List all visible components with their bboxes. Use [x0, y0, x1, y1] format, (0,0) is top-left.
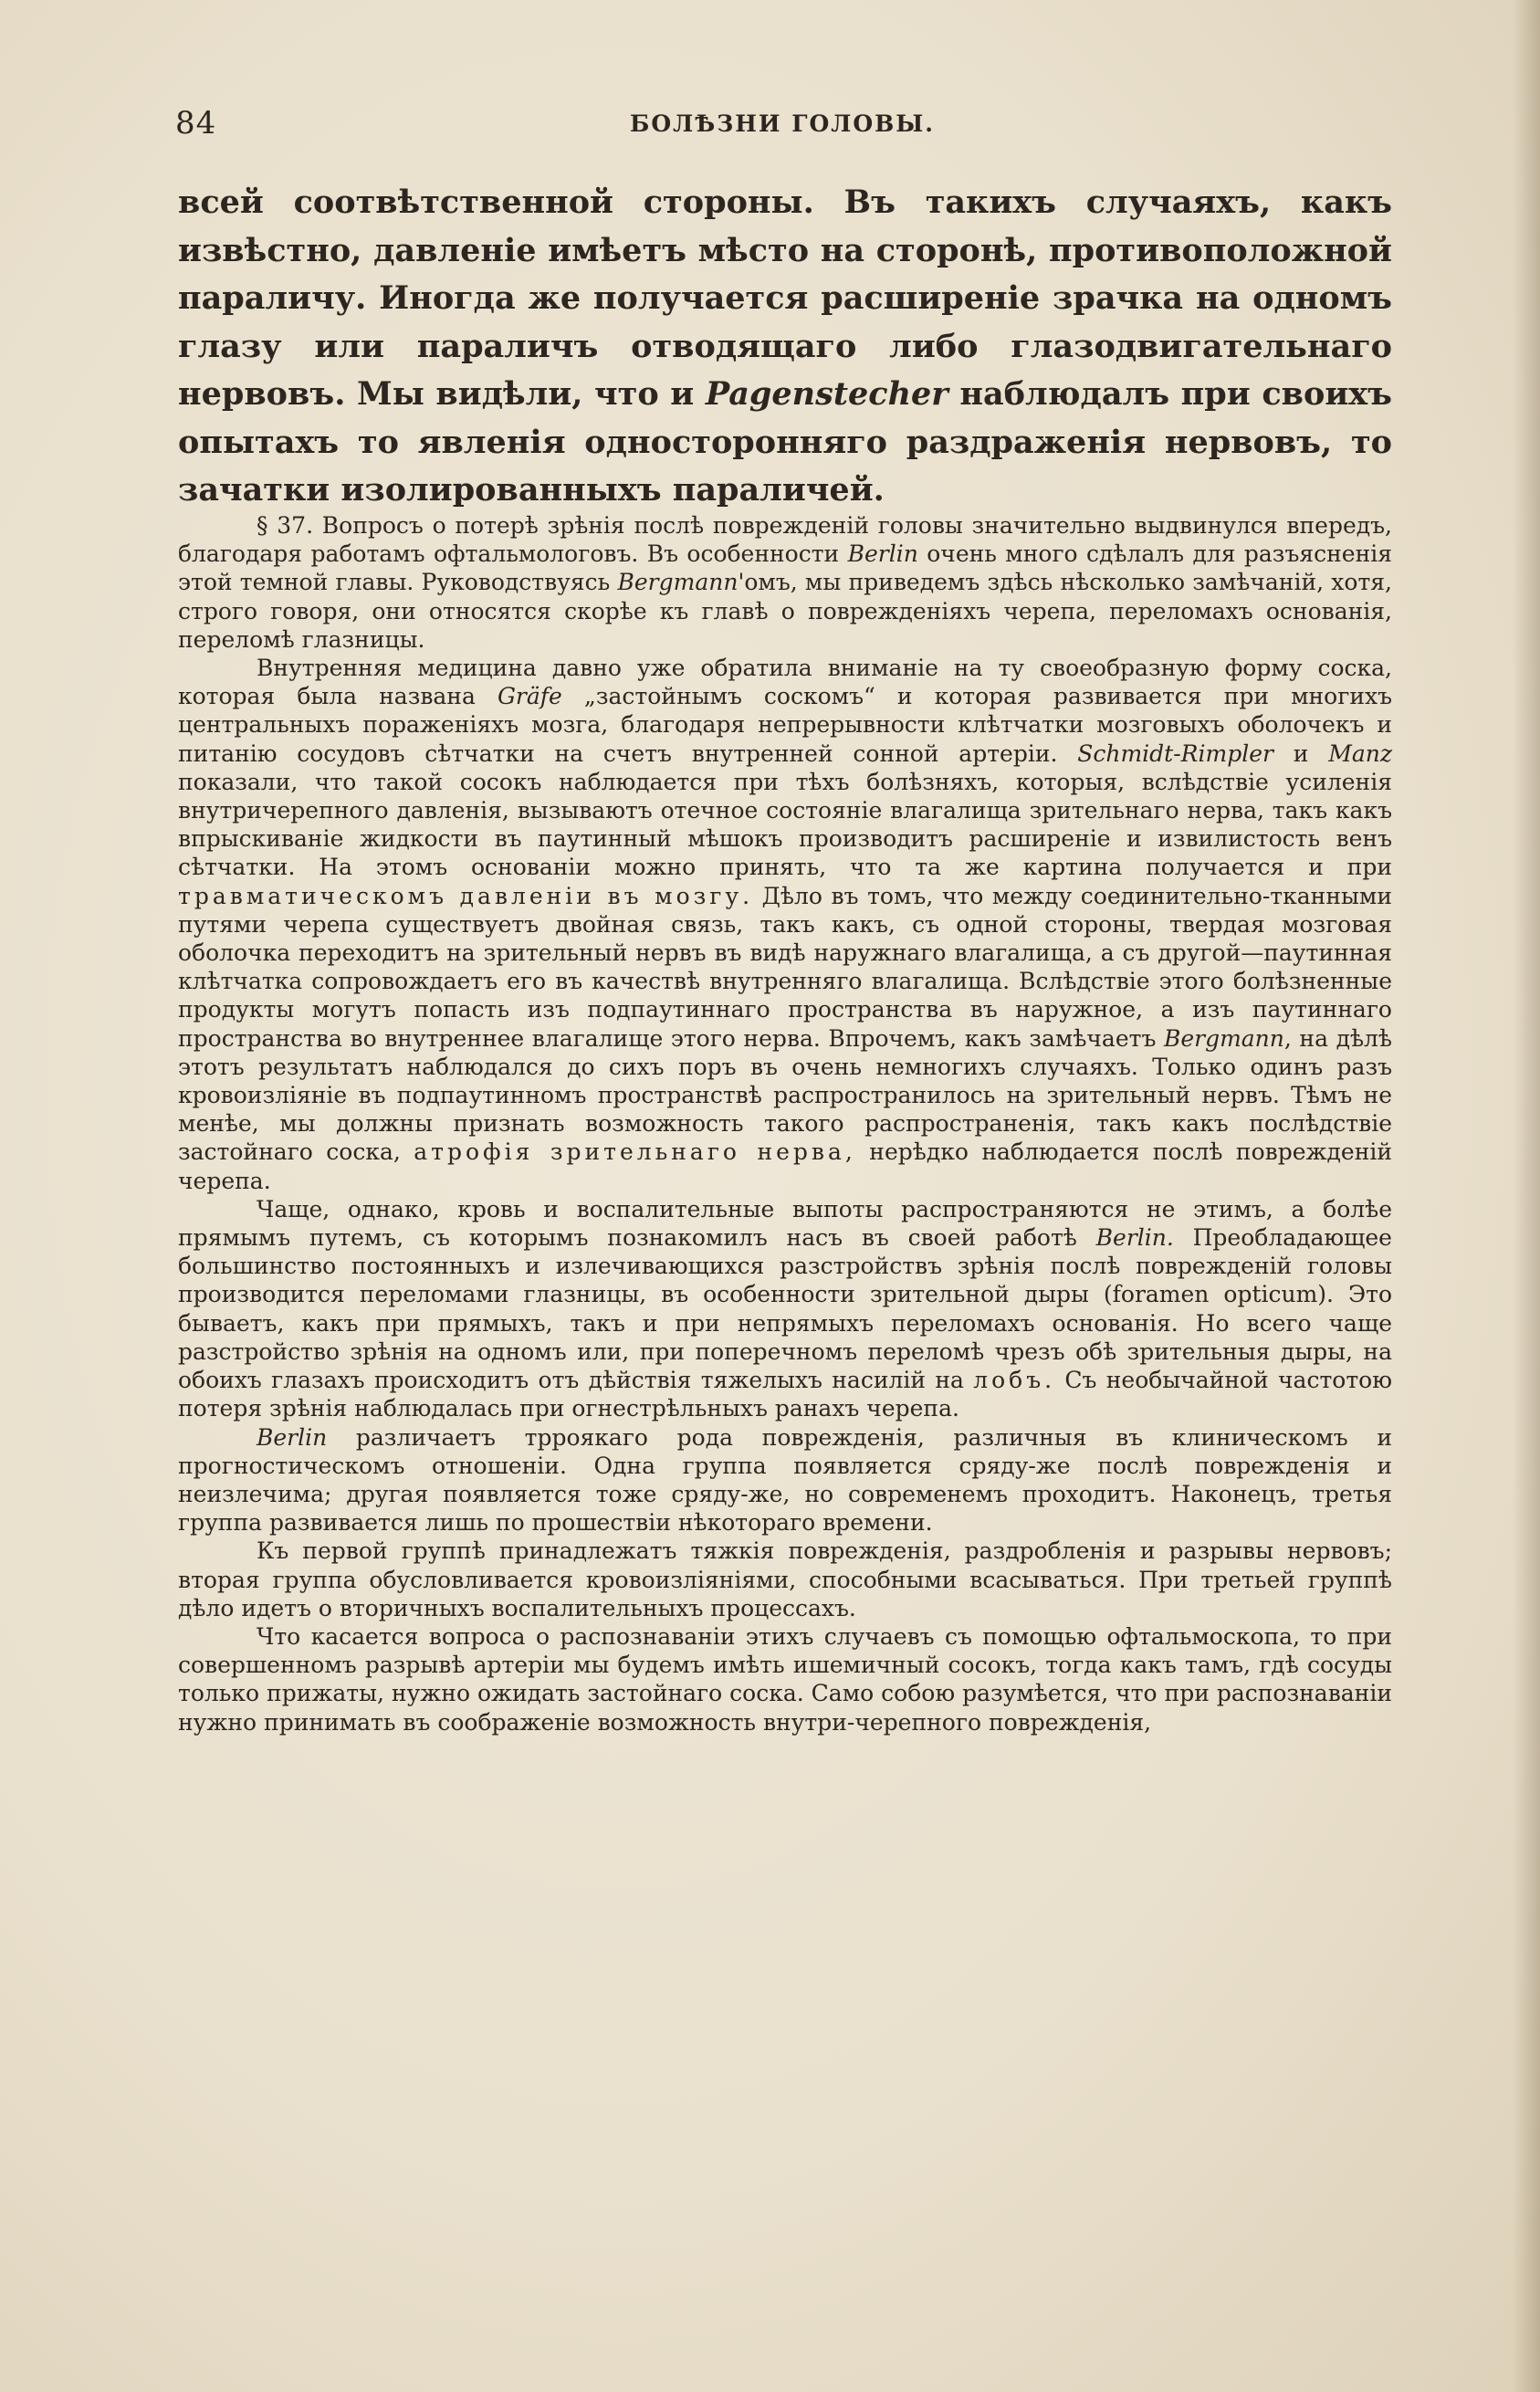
para2-text-4: показали, что такой сосокъ наблюдается при тѣхъ болѣзняхъ, которыя, вслѣдствіе усиленія внутричерепного давленія, вызываютъ отечное состояніе влагалища зрительнаго нерва, такъ какъ впрыскиваніе жидкости въ паутинный мѣшокъ производитъ расширеніе и извилистость венъ сѣтчатки. На этомъ основаніи можно принять, что та же картина получается и при — [178, 768, 1392, 881]
author-berlin: Berlin — [847, 540, 918, 568]
para2-text-5: Дѣло въ томъ, что между соединительно-тканными путями черепа существуетъ двойная связь, такъ какъ, съ одной стороны, твердая мозговая оболочка переходитъ на зрительный нервъ въ видѣ наружнаго влагалища, а съ другой—паутинная клѣтчатка сопровождаетъ его въ качествѣ внутренняго влагалища. Вслѣдствіе этого болѣзненные продукты могутъ попасть изъ подпаутиннаго пространства въ наружное, а изъ паутиннаго пространства во внутреннее влагалище этого нерва. Впрочемъ, какъ замѣчаетъ — [178, 882, 1392, 1052]
intro-text-1: всей соотвѣтственной стороны. Въ такихъ случаяхъ, какъ извѣстно, давленіе имѣетъ мѣсто на сторонѣ, противоположной параличу. Иногда же получается расширеніе зрачка на одномъ глазу или параличъ отводящаго либо глазодвигательнаго нервовъ. Мы видѣли, что и — [178, 184, 1392, 413]
intro-text — [178, 179, 1392, 515]
paragraph-orbital-fractures — [178, 1195, 1392, 1423]
para3-text-2: Преобладающее большинство постоянныхъ и излечивающихся разстройствъ зрѣнія послѣ поврежденій головы производится переломами глазницы, въ особенности зрительной дыры (foramen opticum). Это бываетъ, какъ при прямыхъ, такъ и при непрямыхъ переломахъ основанія. Но всего чаще разстройство зрѣнія на одномъ или, при поперечномъ переломѣ чрезъ обѣ зрительныя дыры, на обоихъ глазахъ происходитъ отъ дѣйствія тяжелыхъ насилій на — [178, 1224, 1392, 1394]
para5-text-1: Къ первой группѣ принадлежатъ тяжкія поврежденія, раздробленія и разрывы нервовъ; вторая группа обусловливается кровоизліяніями, способными всасываться. При третьей группѣ дѣло идетъ о вторичныхъ воспалительныхъ процессахъ. — [178, 1537, 1392, 1621]
page-header — [175, 105, 1389, 146]
running-title: БОЛѢЗНИ ГОЛОВЫ. — [629, 110, 936, 137]
para2-text-7: нерѣдко наблюдается послѣ поврежденій черепа. — [178, 1138, 1393, 1194]
page-number: 84 — [175, 105, 217, 142]
author-schmidt-rimpler: Schmidt-Rimpler — [1077, 740, 1273, 767]
emphasis-forehead: лобъ. — [973, 1367, 1056, 1394]
author-manz: Manz — [1328, 740, 1392, 767]
para2-text-2: „застойнымъ соскомъ“ и которая развивается при многихъ центральныхъ пораженіяхъ мозга, благодаря непрерывности клѣтчатки мозговыхъ оболочекъ и питанію сосудовъ сѣтчатки на счетъ внутренней сонной артеріи. — [178, 683, 1392, 767]
paragraph-three-groups — [178, 1423, 1392, 1537]
author-berlin-2: Berlin. — [1095, 1224, 1174, 1252]
author-grafe: Gräfe — [497, 683, 562, 710]
intro-paragraph — [178, 179, 1392, 515]
paragraph-group-causes — [178, 1537, 1392, 1622]
paragraph-congestive-papilla — [178, 654, 1392, 1195]
para3-text-1: Чаще, однако, кровь и воспалительные выпоты распространяются не этимъ, а болѣе прямымъ путемъ, съ которымъ познакомилъ насъ въ своей работѣ — [178, 1195, 1392, 1252]
para6-text-1: Что касается вопроса о распознаваніи этихъ случаевъ съ помощью офтальмоскопа, то при совершенномъ разрывѣ артеріи мы будемъ имѣть ишемичный сосокъ, тогда какъ тамъ, гдѣ сосуды только прижаты, нужно ожидать застойнаго соска. Само собою разумѣется, что при распознаваніи нужно принимать въ соображеніе возможность внутри-черепного поврежденія, — [178, 1622, 1392, 1736]
para3-text-3: Съ необычайной частотою потеря зрѣнія наблюдалась при огнестрѣльныхъ ранахъ черепа. — [178, 1367, 1392, 1422]
emphasis-traumatic-pressure: травматическомъ давленіи въ мозгу. — [178, 882, 754, 909]
author-bergmann: Bergmann — [617, 569, 739, 596]
section-37-opening — [178, 511, 1392, 654]
paragraph-ophthalmoscope — [178, 1622, 1392, 1736]
para2-text-1: Внутренняя медицина давно уже обратила вниманіе на ту своеобразную форму соска, которая была названа — [178, 655, 1392, 710]
author-berlin-3: Berlin — [257, 1423, 328, 1451]
author-bergmann-2: Bergmann — [1163, 1024, 1284, 1052]
para2-text-3: и — [1273, 740, 1329, 767]
intro-text-2: наблюдалъ при своихъ опытахъ то явленія односторонняго раздраженія нервовъ, то зачатки изолированныхъ параличей. — [178, 375, 1392, 509]
para2-text-6: , на дѣлѣ этотъ результатъ наблюдался до сихъ поръ въ очень немногихъ случаяхъ. Только одинъ разъ кровоизліяніе въ подпаутинномъ пространствѣ распространилось на зрительный нервъ. Тѣмъ не менѣе, мы должны признать возможность такого распространенія, такъ какъ послѣдствіе застойнаго соска, — [178, 1024, 1392, 1166]
section-37 — [178, 511, 1392, 1736]
para4-text-1: различаетъ трроякаго рода поврежденія, различныя въ клиническомъ и прогностическомъ отношеніи. Одна группа появляется сряду-же послѣ поврежденія и неизлечима; другая появляется тоже сряду-же, но современемъ проходитъ. Наконецъ, третья группа развивается лишь по прошествіи нѣкотораго времени. — [178, 1423, 1392, 1537]
section-37-text-1: § 37. Вопросъ о потерѣ зрѣнія послѣ поврежденій головы значительно выдвинулся впередъ, благодаря работамъ офтальмологовъ. Въ особенности — [178, 512, 1392, 568]
emphasis-optic-atrophy: атрофія зрительнаго нерва, — [414, 1138, 856, 1166]
section-37-text-2: очень много сдѣлалъ для разъясненія этой темной главы. Руководствуясь — [178, 540, 1393, 596]
page-edge-shadow — [1513, 0, 1540, 2392]
author-pagenstecher: Pagenstecher — [705, 375, 948, 413]
section-37-text-3: 'омъ, мы приведемъ здѣсь нѣсколько замѣчаній, хотя, строго говоря, они относятся скорѣе къ главѣ о поврежденіяхъ черепа, переломахъ основанія, переломѣ глазницы. — [178, 569, 1392, 653]
